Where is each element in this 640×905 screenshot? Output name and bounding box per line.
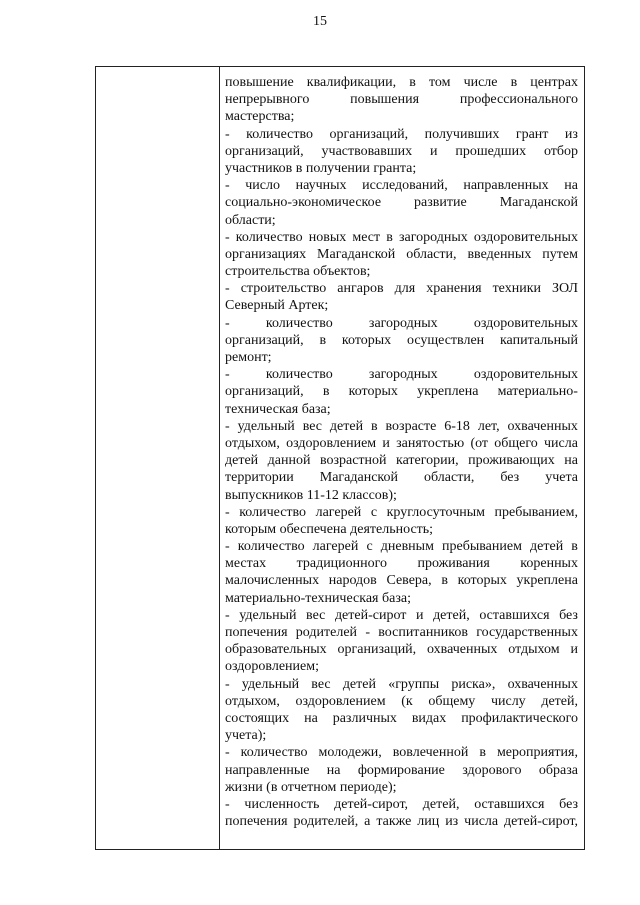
text-line: оздоровлением; [225, 659, 319, 675]
text-line: - численность детей-сирот, детей, оставшихся без [225, 796, 578, 812]
text-line: - количество загородных оздоровительных [225, 367, 578, 383]
text-line: - количество лагерей с круглосуточным пребыванием, [225, 504, 578, 520]
text-line: жизни (в отчетном периоде); [225, 779, 397, 795]
page-number: 15 [313, 14, 327, 29]
text-line: отдыхом, оздоровлением и занятостью (от общего числа [225, 435, 578, 451]
text-line: учета); [225, 728, 267, 744]
text-line: - количество организаций, получивших грант из [225, 126, 578, 142]
text-line: попечения родителей, а также лиц из числа детей-сирот, [225, 814, 578, 830]
indicators-table [95, 66, 585, 850]
text-line: ремонт; [225, 350, 272, 365]
text-line: местах традиционного проживания коренных [225, 556, 578, 572]
text-line: материально-техническая база; [225, 590, 411, 606]
text-line: области; [225, 212, 276, 228]
text-line: социально-экономическое развитие Магаданской [225, 195, 578, 211]
text-line: - строительство ангаров для хранения техники ЗОЛ [225, 281, 578, 297]
text-line: отдыхом, оздоровлением (к общему числу детей, [225, 693, 578, 709]
text-line: Северный Артек; [225, 298, 329, 314]
text-line: - количество загородных оздоровительных [225, 315, 578, 331]
text-line: - удельный вес детей в возрасте 6-18 лет, охваченных [225, 418, 578, 434]
text-line: - количество молодежи, вовлеченной в мероприятия, [225, 745, 578, 761]
text-line: выпускников 11-12 классов); [225, 487, 397, 503]
text-line: детей данной возрастной категории, проживающих на [225, 453, 578, 469]
text-line: - число научных исследований, направленных на [225, 178, 578, 194]
text-line: - удельный вес детей «группы риска», охваченных [225, 676, 578, 692]
text-line: организаций, в которых укреплена материально- [225, 384, 578, 400]
text-line: повышение квалификации, в том числе в центрах [225, 75, 578, 90]
text-line: строительства объектов; [225, 264, 371, 280]
text-line: участников в получении гранта; [225, 160, 417, 176]
table-right-cell [220, 67, 584, 849]
text-line: непрерывного повышения профессионального [225, 92, 578, 108]
text-line: - удельный вес детей-сирот и детей, оставшихся без [225, 607, 578, 623]
text-line: которым обеспечена деятельность; [225, 521, 434, 537]
text-line: организациях Магаданской области, введенных путем [225, 246, 578, 262]
text-line: состоящих на различных видах профилактического [225, 710, 578, 726]
text-line: территории Магаданской области, без учета [225, 470, 578, 486]
text-line: образовательных организаций, охваченных отдыхом и [225, 642, 578, 658]
text-line: - количество новых мест в загородных оздоровительных [225, 229, 578, 245]
text-line: организаций, участвовавших и прошедших отбор [225, 143, 578, 159]
text-line: направленные на формирование здорового образа [225, 762, 578, 778]
text-line: техническая база; [225, 401, 331, 417]
text-line: попечения родителей - воспитанников государственных [225, 625, 578, 640]
text-line: мастерства; [225, 109, 295, 125]
text-line: малочисленных народов Севера, в которых укреплена [225, 573, 578, 589]
text-line: организаций, в которых осуществлен капитальный [225, 332, 578, 348]
table-left-cell [96, 67, 220, 849]
text-line: - количество лагерей с дневным пребыванием детей в [225, 539, 578, 555]
